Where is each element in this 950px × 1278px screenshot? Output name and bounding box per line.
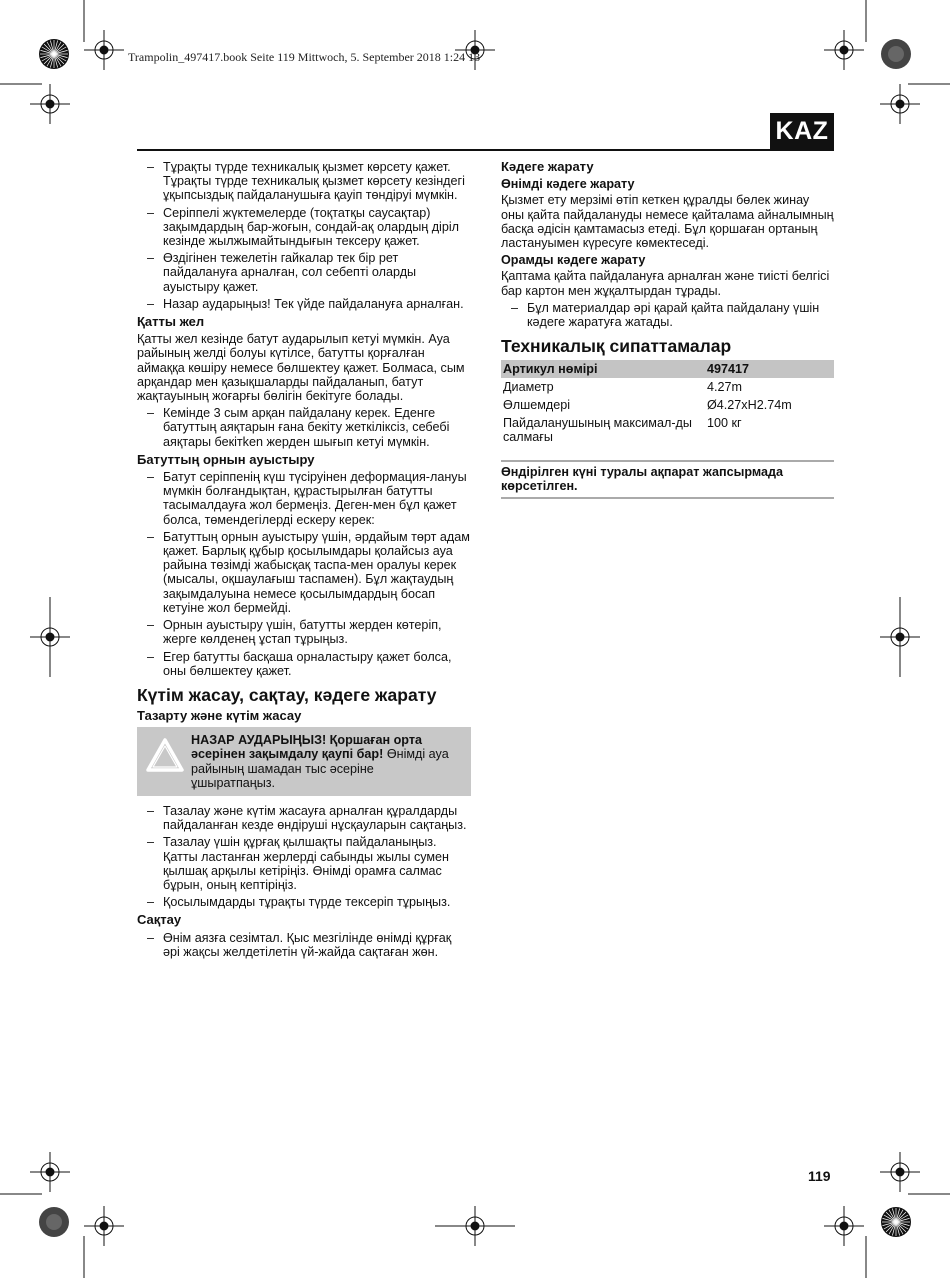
packaging-disposal-text: Қаптама қайта пайдалануға арналған және тиісті белгісі бар картон мен жұқалтырдан тұрады. bbox=[501, 269, 830, 298]
storage-heading: Сақтау bbox=[137, 912, 182, 928]
list-item: – Батут серіппенің күш түсіруінен деформация-лануы мүмкін болғандықтан, құрастырылған батутты тасымалдауға жол бермеңіз. Деген-мен бұл қажет болса, төмендегілерді ескеру керек: bbox=[147, 470, 467, 527]
spec-value: 497417 bbox=[705, 360, 834, 378]
relocate-list bbox=[137, 470, 471, 678]
language-tab: KAZ bbox=[770, 113, 834, 150]
list-item: – Тұрақты түрде техникалық қызмет көрсету қажет. Тұрақты түрде техникалық қызмет көрсету кезіндегі ұқыпсыздық пайдаланушыға қауіп төндіруі мүмкін. bbox=[147, 160, 465, 203]
relocate-heading: Батуттың орнын ауыстыру bbox=[137, 451, 315, 467]
list-item: – Назар аударыңыз! Тек үйде пайдалануға арналған. bbox=[147, 296, 464, 311]
spec-label: Диаметр bbox=[503, 380, 554, 395]
list-item: – Өнім аязға сезімтал. Қыс мезгілінде өнімді құрғақ әрі жақсы желдетілетін үй-жайда сақтаған жөн. bbox=[147, 930, 452, 959]
table-row bbox=[501, 396, 834, 414]
spec-value: Ø4.27xH2.74m bbox=[707, 398, 792, 413]
right-column bbox=[501, 160, 834, 499]
specs-heading: Техникалық сипаттамалар bbox=[501, 336, 732, 357]
spec-label: Өлшемдері bbox=[503, 398, 571, 413]
product-disposal-heading: Өнімді кәдеге жарату bbox=[501, 177, 635, 192]
warning-body: Өнімді ауа райының шамадан тыс әсеріне ұшыратпаңыз. bbox=[191, 747, 449, 790]
warning-triangle-icon bbox=[143, 733, 187, 790]
disposal-list bbox=[501, 301, 834, 329]
warning-box bbox=[137, 727, 471, 796]
product-disposal-text: Қызмет ету мерзімі өтіп кеткен құралды бөлек жинау оны қайта пайдалануды немесе қайталама айналымның басқа әдісін қамтамасыз етеді. Бұл қоршаған ортаның ластануымен күресуге көмектеседі. bbox=[501, 193, 834, 251]
wind-heading: Қатты жел bbox=[137, 314, 205, 330]
table-row bbox=[501, 414, 834, 446]
disposal-heading: Кәдеге жарату bbox=[501, 159, 594, 174]
storage-list bbox=[137, 931, 471, 959]
spec-value: 100 кг bbox=[707, 416, 742, 431]
header-rule bbox=[137, 149, 834, 151]
specs-table bbox=[501, 360, 834, 446]
list-item: – Серіппелі жүктемелерде (тоқтатқы саусақтар) зақымдардың бар-жоғын, сондай-ақ олардың діріл кезінде жылжымайтындығын тексеру қажет. bbox=[147, 205, 460, 249]
care-list bbox=[137, 804, 471, 909]
list-item: – Орнын ауыстыру үшін, батутты жерден көтеріп, жерге көлденең ұстап тұрыңыз. bbox=[147, 618, 442, 647]
packaging-disposal-heading: Орамды кәдеге жарату bbox=[501, 253, 646, 268]
list-item: – Тазалау және күтім жасауға арналған құралдарды пайдаланған кезде өндіруші нұсқауларын сақтаңыз. bbox=[147, 803, 467, 833]
table-row bbox=[501, 360, 834, 378]
list-item: – Егер батутты басқаша орналастыру қажет болса, оны бөлшектеу қажет. bbox=[147, 649, 452, 678]
spec-value: 4.27m bbox=[707, 380, 743, 395]
warning-text bbox=[187, 733, 461, 790]
list-item: – Тазалау үшін құрғақ қылшақты пайдаланыңыз. Қатты ластанған жерлерді сабынды жылы сумен қылшақ арқылы кетіріңіз. Өнімді орамға салмас бұрын, оның кептіріңіз. bbox=[147, 835, 450, 892]
page-number: 119 bbox=[808, 1168, 831, 1184]
list-item: – Кемінде 3 сым арқан пайдалану керек. Еденге батуттың аяқтарын ғана бекіту жеткіліксіз, себебі аяқтары бекітken жерден шығып кетуі мүмкін. bbox=[147, 406, 450, 449]
wind-text: Қатты жел кезінде батут аударылып кетуі мүмкін. Ауа райының желді болуы күтілсе, батутты қорғалған аймаққа көшіру немесе бөлшектеу қажет. Болмаса, сым арқандар мен қазықшаларды пайдаланып, батут жақтауының жоғарғы бөлігін бекітуге болады. bbox=[137, 332, 465, 404]
list-item: – Өздігінен тежелетін гайкалар тек бір рет пайдалануға арналған, сол себепті оларды ауыстыру қажет. bbox=[147, 251, 417, 294]
cleaning-subheading: Тазарту және күтім жасау bbox=[137, 707, 302, 723]
list-item: – Батуттың орнын ауыстыру үшін, әрдайым төрт адам қажет. Барлық құбыр қосылымдары қолайсыз ауа райына төзімді жабысқақ таспа-мен оралуы керек (мысалы, оқшаулағыш таспамен). Бұл жақтаудың зақымдалуына немесе қосылымдардың босап кетуіне жол бермейді. bbox=[147, 529, 470, 615]
spec-label: Пайдаланушының максимал-ды салмағы bbox=[503, 416, 692, 445]
wind-list bbox=[137, 406, 471, 449]
list-item: – Қосылымдарды тұрақты түрде тексеріп тұрыңыз. bbox=[147, 895, 451, 910]
spec-label: Артикул нөмірі bbox=[501, 360, 705, 378]
production-date-note: Өндірілген күні туралы ақпарат жапсырмада көрсетілген. bbox=[501, 462, 834, 498]
left-column bbox=[137, 160, 471, 962]
intro-list bbox=[137, 160, 471, 311]
list-item: – Бұл материалдар әрі қарай қайта пайдалану үшін кәдеге жаратуға жатады. bbox=[511, 300, 820, 330]
care-heading: Күтім жасау, сақтау, кәдеге жарату bbox=[137, 684, 437, 705]
print-slug: Trampolin_497417.book Seite 119 Mittwoch, 5. September 2018 1:24 13 bbox=[128, 50, 481, 64]
warning-bold: НАЗАР АУДАРЫҢЫЗ! Қоршаған орта әсерінен зақымдалу қаупі бар! bbox=[191, 733, 423, 762]
table-row bbox=[501, 378, 834, 396]
